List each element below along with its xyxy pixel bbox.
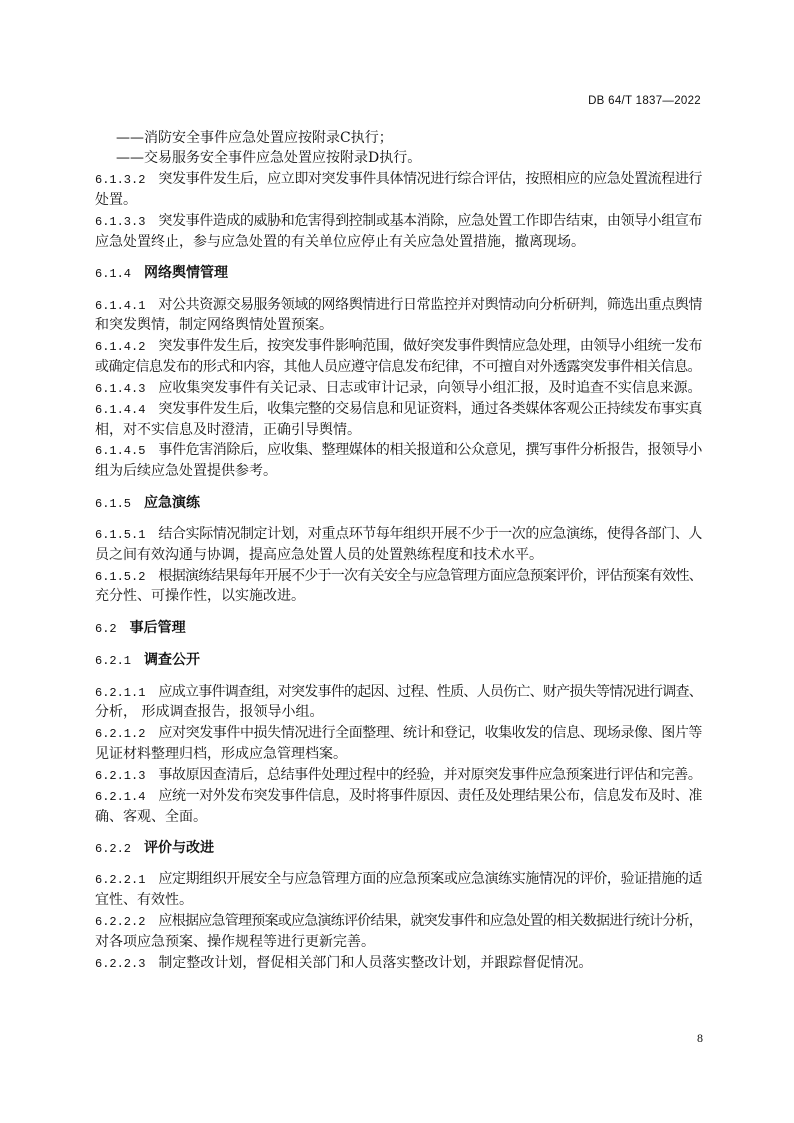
line-text: 宜性、有效性。 bbox=[95, 892, 193, 909]
line-text: 对公共资源交易服务领域的网络舆情进行日常监控并对舆情动向分析研判，筛选出重点舆情 bbox=[158, 296, 702, 313]
line-text: 见证材料整理归档，形成应急管理档案。 bbox=[95, 746, 347, 763]
clause-number: 6.1.4.4 bbox=[95, 402, 146, 417]
text-line bbox=[95, 723, 702, 744]
heading-line bbox=[95, 492, 702, 513]
line-text: 突发事件发生后，按突发事件影响范围，做好突发事件舆情应急处理，由领导小组统一发布 bbox=[158, 338, 702, 355]
heading-line bbox=[95, 649, 702, 670]
text-line bbox=[95, 765, 702, 786]
text-line bbox=[95, 524, 702, 545]
text-line bbox=[95, 295, 702, 316]
text-line bbox=[95, 399, 702, 420]
clause-paragraph bbox=[95, 765, 702, 786]
document-body bbox=[95, 128, 702, 974]
clause-number: 6.2 bbox=[95, 621, 117, 636]
text-line bbox=[95, 911, 702, 932]
clause-paragraph bbox=[95, 211, 702, 253]
document-code: DB 64/T 1837—2022 bbox=[588, 95, 701, 107]
heading-line bbox=[95, 262, 702, 283]
text-line bbox=[95, 148, 702, 169]
clause-paragraph bbox=[95, 378, 702, 399]
text-line bbox=[95, 807, 702, 828]
text-line bbox=[95, 953, 702, 974]
section-heading bbox=[95, 837, 702, 858]
text-line bbox=[95, 190, 702, 211]
clause-paragraph bbox=[95, 295, 702, 337]
clause-number: 6.2.1.4 bbox=[95, 789, 146, 804]
text-line bbox=[95, 440, 702, 461]
heading-title: 评价与改进 bbox=[144, 838, 215, 855]
clause-number: 6.2.2 bbox=[95, 841, 132, 856]
line-text: 制定整改计划，督促相关部门和人员落实整改计划，并跟踪督促情况。 bbox=[158, 954, 593, 971]
heading-title: 网络舆情管理 bbox=[144, 264, 229, 281]
section-heading bbox=[95, 649, 702, 670]
line-text: 应成立事件调查组，对突发事件的起因、过程、性质、人员伤亡、财产损失等情况进行调查、 bbox=[158, 683, 702, 700]
text-line bbox=[95, 315, 702, 336]
text-line bbox=[95, 232, 702, 253]
line-text: 相，对不实信息及时澄清，正确引导舆情。 bbox=[95, 421, 361, 438]
section-heading bbox=[95, 262, 702, 283]
line-text: 突发事件发生后，收集完整的交易信息和见证资料，通过各类媒体客观公正持续发布事实真 bbox=[158, 400, 702, 417]
line-text: 事故原因查清后，总结事件处理过程中的经验，并对原突发事件应急预案进行评估和完善。 bbox=[158, 766, 702, 783]
clause-paragraph bbox=[95, 336, 702, 378]
line-text: 事件危害消除后，应收集、整理媒体的相关报道和公众意见，撰写事件分析报告，报领导小 bbox=[158, 442, 702, 459]
line-text: 根据演练结果每年开展不少于一次有关安全与应急管理方面应急预案评价，评估预案有效性、 bbox=[158, 567, 702, 584]
line-text: 和突发舆情，制定网络舆情处置预案。 bbox=[95, 317, 333, 334]
line-text: ——消防安全事件应急处置应按附录C执行； bbox=[116, 129, 393, 146]
text-line bbox=[95, 932, 702, 953]
text-line bbox=[95, 586, 702, 607]
clause-number: 6.2.2.2 bbox=[95, 914, 146, 929]
text-line bbox=[95, 336, 702, 357]
clause-paragraph bbox=[95, 440, 702, 482]
line-text: 结合实际情况制定计划，对重点环节每年组织开展不少于一次的应急演练，使得各部门、人 bbox=[158, 525, 702, 542]
clause-number: 6.1.4.3 bbox=[95, 381, 146, 396]
text-line bbox=[95, 211, 702, 232]
line-text: 确、客观、全面。 bbox=[95, 808, 207, 825]
list-item bbox=[95, 128, 702, 149]
clause-paragraph bbox=[95, 399, 702, 441]
line-text: ——交易服务安全事件应急处置应按附录D执行。 bbox=[116, 150, 422, 167]
line-text: 应急处置终止，参与应急处置的有关单位应停止有关应急处置措施，撤离现场。 bbox=[95, 233, 585, 250]
clause-paragraph bbox=[95, 786, 702, 828]
line-text: 充分性、可操作性，以实施改进。 bbox=[95, 588, 305, 605]
line-text: 突发事件造成的威胁和危害得到控制或基本消除，应急处置工作即告结束，由领导小组宣布 bbox=[158, 212, 702, 229]
heading-title: 调查公开 bbox=[144, 651, 201, 668]
list-item bbox=[95, 148, 702, 169]
text-line bbox=[95, 357, 702, 378]
line-text: 应收集突发事件有关记录、日志或审计记录，向领导小组汇报，及时追查不实信息来源。 bbox=[158, 379, 702, 396]
text-line bbox=[95, 461, 702, 482]
clause-number: 6.2.1.1 bbox=[95, 685, 146, 700]
line-text: 应定期组织开展安全与应急管理方面的应急预案或应急演练实施情况的评价，验证措施的适 bbox=[158, 871, 702, 888]
clause-paragraph bbox=[95, 169, 702, 211]
text-line bbox=[95, 682, 702, 703]
clause-number: 6.1.3.3 bbox=[95, 214, 146, 229]
clause-paragraph bbox=[95, 953, 702, 974]
clause-paragraph bbox=[95, 723, 702, 765]
clause-number: 6.1.5 bbox=[95, 496, 132, 511]
page-number: 8 bbox=[697, 1031, 703, 1045]
line-text: 员之间有效沟通与协调，提高应急处置人员的处置熟练程度和技术水平。 bbox=[95, 546, 543, 563]
text-line bbox=[95, 744, 702, 765]
heading-line bbox=[95, 837, 702, 858]
heading-title: 事后管理 bbox=[129, 618, 186, 635]
text-line bbox=[95, 420, 702, 441]
text-line bbox=[95, 890, 702, 911]
text-line bbox=[95, 786, 702, 807]
clause-paragraph bbox=[95, 682, 702, 724]
line-text: 应统一对外发布突发事件信息，及时将事件原因、责任及处理结果公布，信息发布及时、准 bbox=[158, 787, 702, 804]
clause-number: 6.1.4.2 bbox=[95, 340, 146, 355]
line-text: 组为后续应急处置提供参考。 bbox=[95, 463, 277, 480]
line-text: 对各项应急预案、操作规程等进行更新完善。 bbox=[95, 933, 375, 950]
text-line bbox=[95, 378, 702, 399]
clause-number: 6.1.4 bbox=[95, 267, 132, 282]
section-heading bbox=[95, 492, 702, 513]
section-heading bbox=[95, 617, 702, 638]
line-text: 应根据应急管理预案或应急演练评价结果，就突发事件和应急处置的相关数据进行统计分析， bbox=[158, 912, 702, 929]
clause-number: 6.1.4.1 bbox=[95, 298, 146, 313]
line-text: 分析， 形成调查报告，报领导小组。 bbox=[95, 704, 324, 721]
clause-number: 6.2.1.2 bbox=[95, 727, 146, 742]
heading-title: 应急演练 bbox=[144, 493, 201, 510]
line-text: 应对突发事件中损失情况进行全面整理、统计和登记，收集收发的信息、现场录像、图片等 bbox=[158, 725, 702, 742]
clause-paragraph bbox=[95, 869, 702, 911]
heading-line bbox=[95, 617, 702, 638]
clause-paragraph bbox=[95, 566, 702, 608]
text-line bbox=[95, 566, 702, 587]
clause-paragraph bbox=[95, 911, 702, 953]
text-line bbox=[95, 702, 702, 723]
text-line bbox=[95, 128, 702, 149]
clause-paragraph bbox=[95, 524, 702, 566]
line-text: 突发事件发生后，应立即对突发事件具体情况进行综合评估，按照相应的应急处置流程进行 bbox=[158, 171, 702, 188]
clause-number: 6.1.5.2 bbox=[95, 569, 146, 584]
text-line bbox=[95, 545, 702, 566]
line-text: 处置。 bbox=[95, 192, 137, 209]
clause-number: 6.2.2.3 bbox=[95, 956, 146, 971]
clause-number: 6.2.2.1 bbox=[95, 873, 146, 888]
clause-number: 6.2.1 bbox=[95, 654, 132, 669]
clause-number: 6.1.3.2 bbox=[95, 173, 146, 188]
text-line bbox=[95, 869, 702, 890]
clause-number: 6.2.1.3 bbox=[95, 768, 146, 783]
text-line bbox=[95, 169, 702, 190]
line-text: 或确定信息发布的形式和内容，其他人员应遵守信息发布纪律，不可擅自对外透露突发事件相关信息。 bbox=[95, 359, 702, 376]
clause-number: 6.1.5.1 bbox=[95, 527, 146, 542]
clause-number: 6.1.4.5 bbox=[95, 444, 146, 459]
